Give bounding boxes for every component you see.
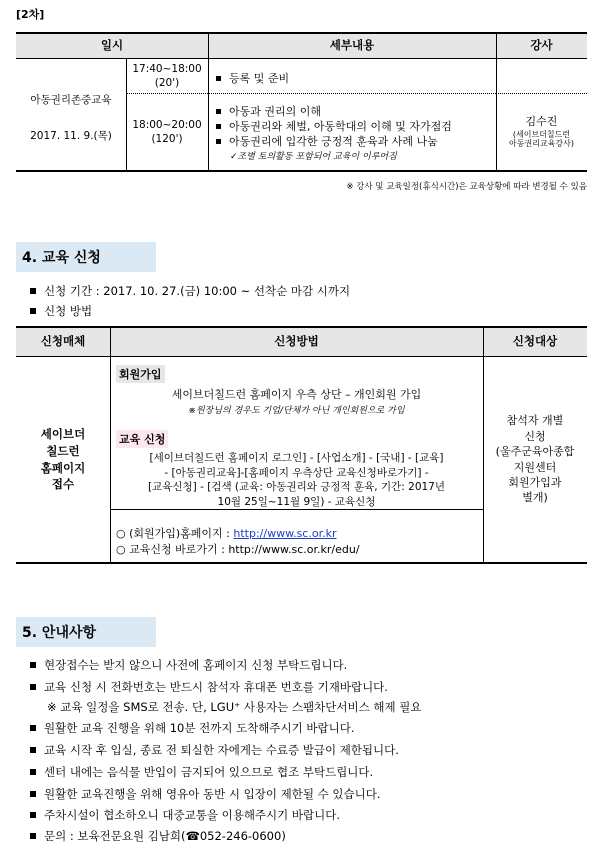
target-line: 신청 [524, 429, 546, 443]
apply-line: [세이브더칠드런 홈페이지 로그인] - [사업소개] - [국내] - [교육] [149, 452, 444, 464]
apply-steps [110, 451, 483, 510]
header-datetime: 일시 [100, 38, 124, 53]
header-details: 세부내용 [329, 38, 375, 53]
section4-title: 4. 교육 신청 [16, 242, 156, 272]
program-name: 아동권리존중교육 [30, 94, 112, 106]
notice-item: 센터 내에는 음식물 반입이 금지되어 있으므로 협조 부탁드립니다. [30, 764, 373, 780]
target-line: 별개) [522, 491, 548, 505]
duration-2: (120') [151, 133, 183, 145]
target-line: 참석자 개별 [506, 414, 564, 428]
instructor-org-1: (세이브더칠드런 [512, 129, 571, 139]
edu-link[interactable]: http://www.sc.or.kr/edu/ [228, 543, 360, 556]
detail-item: 아동권리에 입각한 긍정적 훈육과 사례 나눔 [216, 133, 438, 149]
apply-line: - [아동권리교육]-[홈페이지 우측상단 교육신청바로가기] - [164, 466, 429, 479]
time-1: 17:40~18:00 [132, 62, 202, 75]
notice-item: 주차시설이 협소하오니 대중교통을 이용해주시기 바랍니다. [30, 807, 340, 823]
round-label: [2차] [16, 8, 45, 21]
instructor-name: 김수진 [525, 114, 558, 128]
schedule-footnote: ※ 강사 및 교육일정(휴식시간)은 교육상황에 따라 변경될 수 있음 [346, 182, 587, 192]
detail-item: 아동권리와 체벌, 아동학대의 이해 및 자가점검 [216, 118, 452, 134]
t2-header-method: 신청방법 [274, 334, 319, 349]
table-bottom-border [16, 170, 587, 172]
notice-item: 교육 신청 시 전화번호는 반드시 참석자 휴대폰 번호를 기재바랍니다. [30, 679, 388, 695]
medium-line: 접수 [51, 477, 75, 492]
application-table [16, 326, 587, 564]
detail-note: ✓조별 토의활동 포함되어 교육이 이루어짐 [230, 152, 397, 162]
bullet-item: 신청 방법 [30, 303, 92, 319]
schedule-table [16, 32, 587, 172]
member-label: 회원가입 [116, 365, 165, 383]
apply-line: [교육신청] - [검색 (교육: 아동권리와 긍정적 훈육, 기간: 2017년 [147, 481, 445, 494]
section5-title: 5. 안내사항 [16, 617, 156, 647]
bullet-item: 신청 기간 : 2017. 10. 27.(금) 10:00 ~ 선착순 마감 시까지 [30, 283, 350, 299]
target-cell [483, 357, 587, 562]
t2-header-medium: 신청매체 [40, 334, 86, 349]
notice-item: 교육 시작 후 입실, 종료 전 퇴실한 자에게는 수료증 발급이 제한됩니다. [30, 742, 399, 758]
time-2: 18:00~20:00 [132, 118, 202, 131]
header-divider [16, 58, 587, 59]
detail-item: 아동과 권리의 이해 [216, 103, 321, 119]
notice-sub-note: ※ 교육 일정을 SMS로 전송. 단, LGU⁺ 사용자는 스팸차단서비스 해제 필요 [47, 700, 422, 714]
apply-line: 10월 25일~11월 9일) - 교육신청 [217, 496, 376, 509]
instructor-cell [496, 94, 587, 170]
medium-line: 세이브더 [40, 427, 86, 442]
header-instructor: 강사 [530, 38, 553, 53]
homepage-link[interactable]: http://www.sc.or.kr [233, 527, 337, 540]
t2-col-divider-1 [110, 326, 111, 564]
instructor-org-2: 아동권리교육강사) [509, 139, 574, 149]
notice-item: 원활한 교육 진행을 위해 10분 전까지 도착해주시기 바랍니다. [30, 720, 355, 736]
time-slot-1 [126, 59, 208, 93]
t2-header-target: 신청대상 [512, 334, 558, 349]
program-date: 2017. 11. 9.(목) [30, 130, 112, 142]
t2-bottom-border [16, 562, 587, 564]
target-line: 회원가입과 [508, 475, 562, 489]
member-text: 세이브더칠드런 홈페이지 우측 상단 – 개인회원 가입 [171, 388, 422, 401]
medium-line: 홈페이지 [40, 460, 86, 475]
notice-item: 문의 : 보육전문요원 김남희(☎052-246-0600) [30, 828, 286, 844]
detail-item: 등록 및 준비 [216, 70, 289, 86]
medium-cell [16, 357, 110, 562]
time-slot-2 [126, 94, 208, 170]
duration-1: (20') [154, 77, 180, 89]
member-note: ※원장님의 경우도 기업/단체가 아닌 개인회원으로 가입 [188, 406, 405, 416]
link2-label: ○ 교육신청 바로가기 : [116, 543, 229, 556]
notice-item: 현장접수는 받지 않으니 사전에 홈페이지 신청 부탁드립니다. [30, 657, 347, 673]
link-row-2 [116, 541, 360, 557]
target-line: (울주군육아종합 [495, 445, 575, 459]
link-row-1 [116, 525, 336, 541]
link1-label: ○ (회원가입)홈페이지 : [116, 527, 234, 540]
notice-item: 원활한 교육진행을 위해 영유아 동반 시 입장이 제한될 수 있습니다. [30, 786, 381, 802]
target-line: 지원센터 [513, 460, 557, 474]
medium-line: 칠드런 [46, 443, 80, 458]
apply-label: 교육 신청 [116, 430, 168, 448]
